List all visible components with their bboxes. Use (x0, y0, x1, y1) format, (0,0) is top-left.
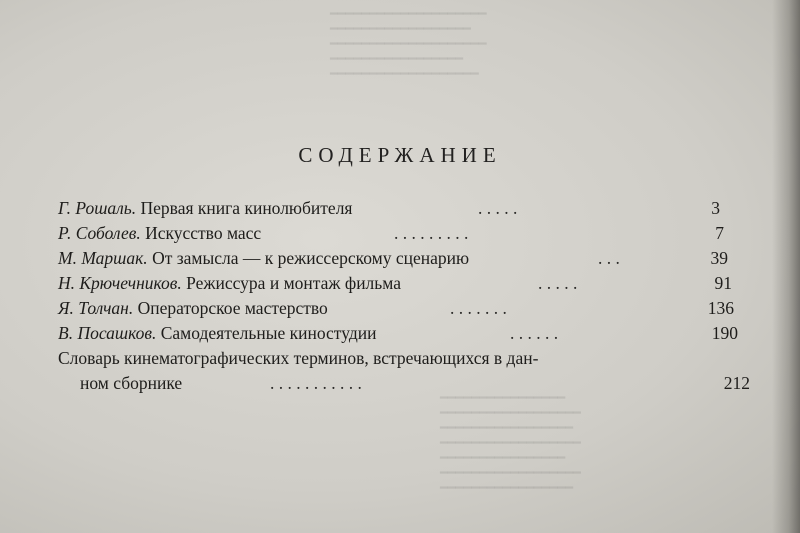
toc-entry (58, 321, 738, 346)
toc-entry (58, 246, 738, 271)
entry-page-number: 39 (710, 248, 728, 268)
entry-author: Н. Крючечников. (58, 273, 182, 293)
show-through-text: ━━━━━━━━━━━━━━━━ ━━━━━━━━━━━━━━━━━━ ━━━━━━━━━━━━━━━━━ ━━━━━━━━━━━━━━━━━━ ━━━━━━━━━━━━━━━━ ━━━━━━━━━━━━━━━━━━ ━━━━━━━━━━━━━━━━━ (440, 390, 581, 495)
leader-dots: . . . . . . (510, 323, 559, 343)
leader-dots: . . . . . (478, 198, 518, 218)
entry-author: Г. Рошаль. (58, 198, 137, 218)
contents-heading: СОДЕРЖАНИЕ (298, 143, 502, 167)
entry-page-number: 3 (711, 198, 720, 218)
toc-entry (58, 221, 738, 246)
entry-page-number: 190 (711, 323, 738, 343)
show-through-text: ━━━━━━━━━━━━━━━━━━━━ ━━━━━━━━━━━━━━━━━━ ━━━━━━━━━━━━━━━━━━━━ ━━━━━━━━━━━━━━━━━ ━━━━━━━━━━━━━━━━━━━ (330, 6, 487, 81)
entry-page-number: 91 (714, 273, 732, 293)
glossary-title-line1: Словарь кинематографических терминов, встречающихся в дан- (58, 348, 539, 368)
table-of-contents (58, 196, 750, 396)
entry-title: Операторское мастерство (137, 298, 328, 318)
entry-page-number: 136 (707, 298, 734, 318)
entry-author: Я. Толчан. (58, 298, 134, 318)
toc-entry (58, 296, 738, 321)
leader-dots: . . . . . . . . . (394, 223, 469, 243)
entry-title: Искусство масс (145, 223, 262, 243)
leader-dots: . . . (598, 248, 620, 268)
entry-author: М. Маршак. (58, 248, 148, 268)
glossary-title-line2: ном сборнике (80, 373, 183, 393)
entry-page-number: 7 (715, 223, 724, 243)
entry-author: Р. Соболев. (58, 223, 141, 243)
entry-title: От замысла — к режиссерскому сценарию (152, 248, 470, 268)
toc-entry (58, 271, 738, 296)
leader-dots: . . . . . . . . . . . (270, 373, 362, 393)
entry-author: В. Посашков. (58, 323, 157, 343)
leader-dots: . . . . . . . (450, 298, 507, 318)
toc-entry (58, 196, 738, 221)
toc-entry-glossary-line2 (58, 371, 750, 396)
entry-title: Самодеятельные киностудии (160, 323, 377, 343)
page-edge-shadow (772, 0, 800, 533)
glossary-page-number: 212 (723, 373, 750, 393)
entry-title: Первая книга кинолюбителя (140, 198, 353, 218)
toc-entry-glossary-line1 (58, 346, 738, 371)
entry-title: Режиссура и монтаж фильма (186, 273, 401, 293)
leader-dots: . . . . . (538, 273, 578, 293)
